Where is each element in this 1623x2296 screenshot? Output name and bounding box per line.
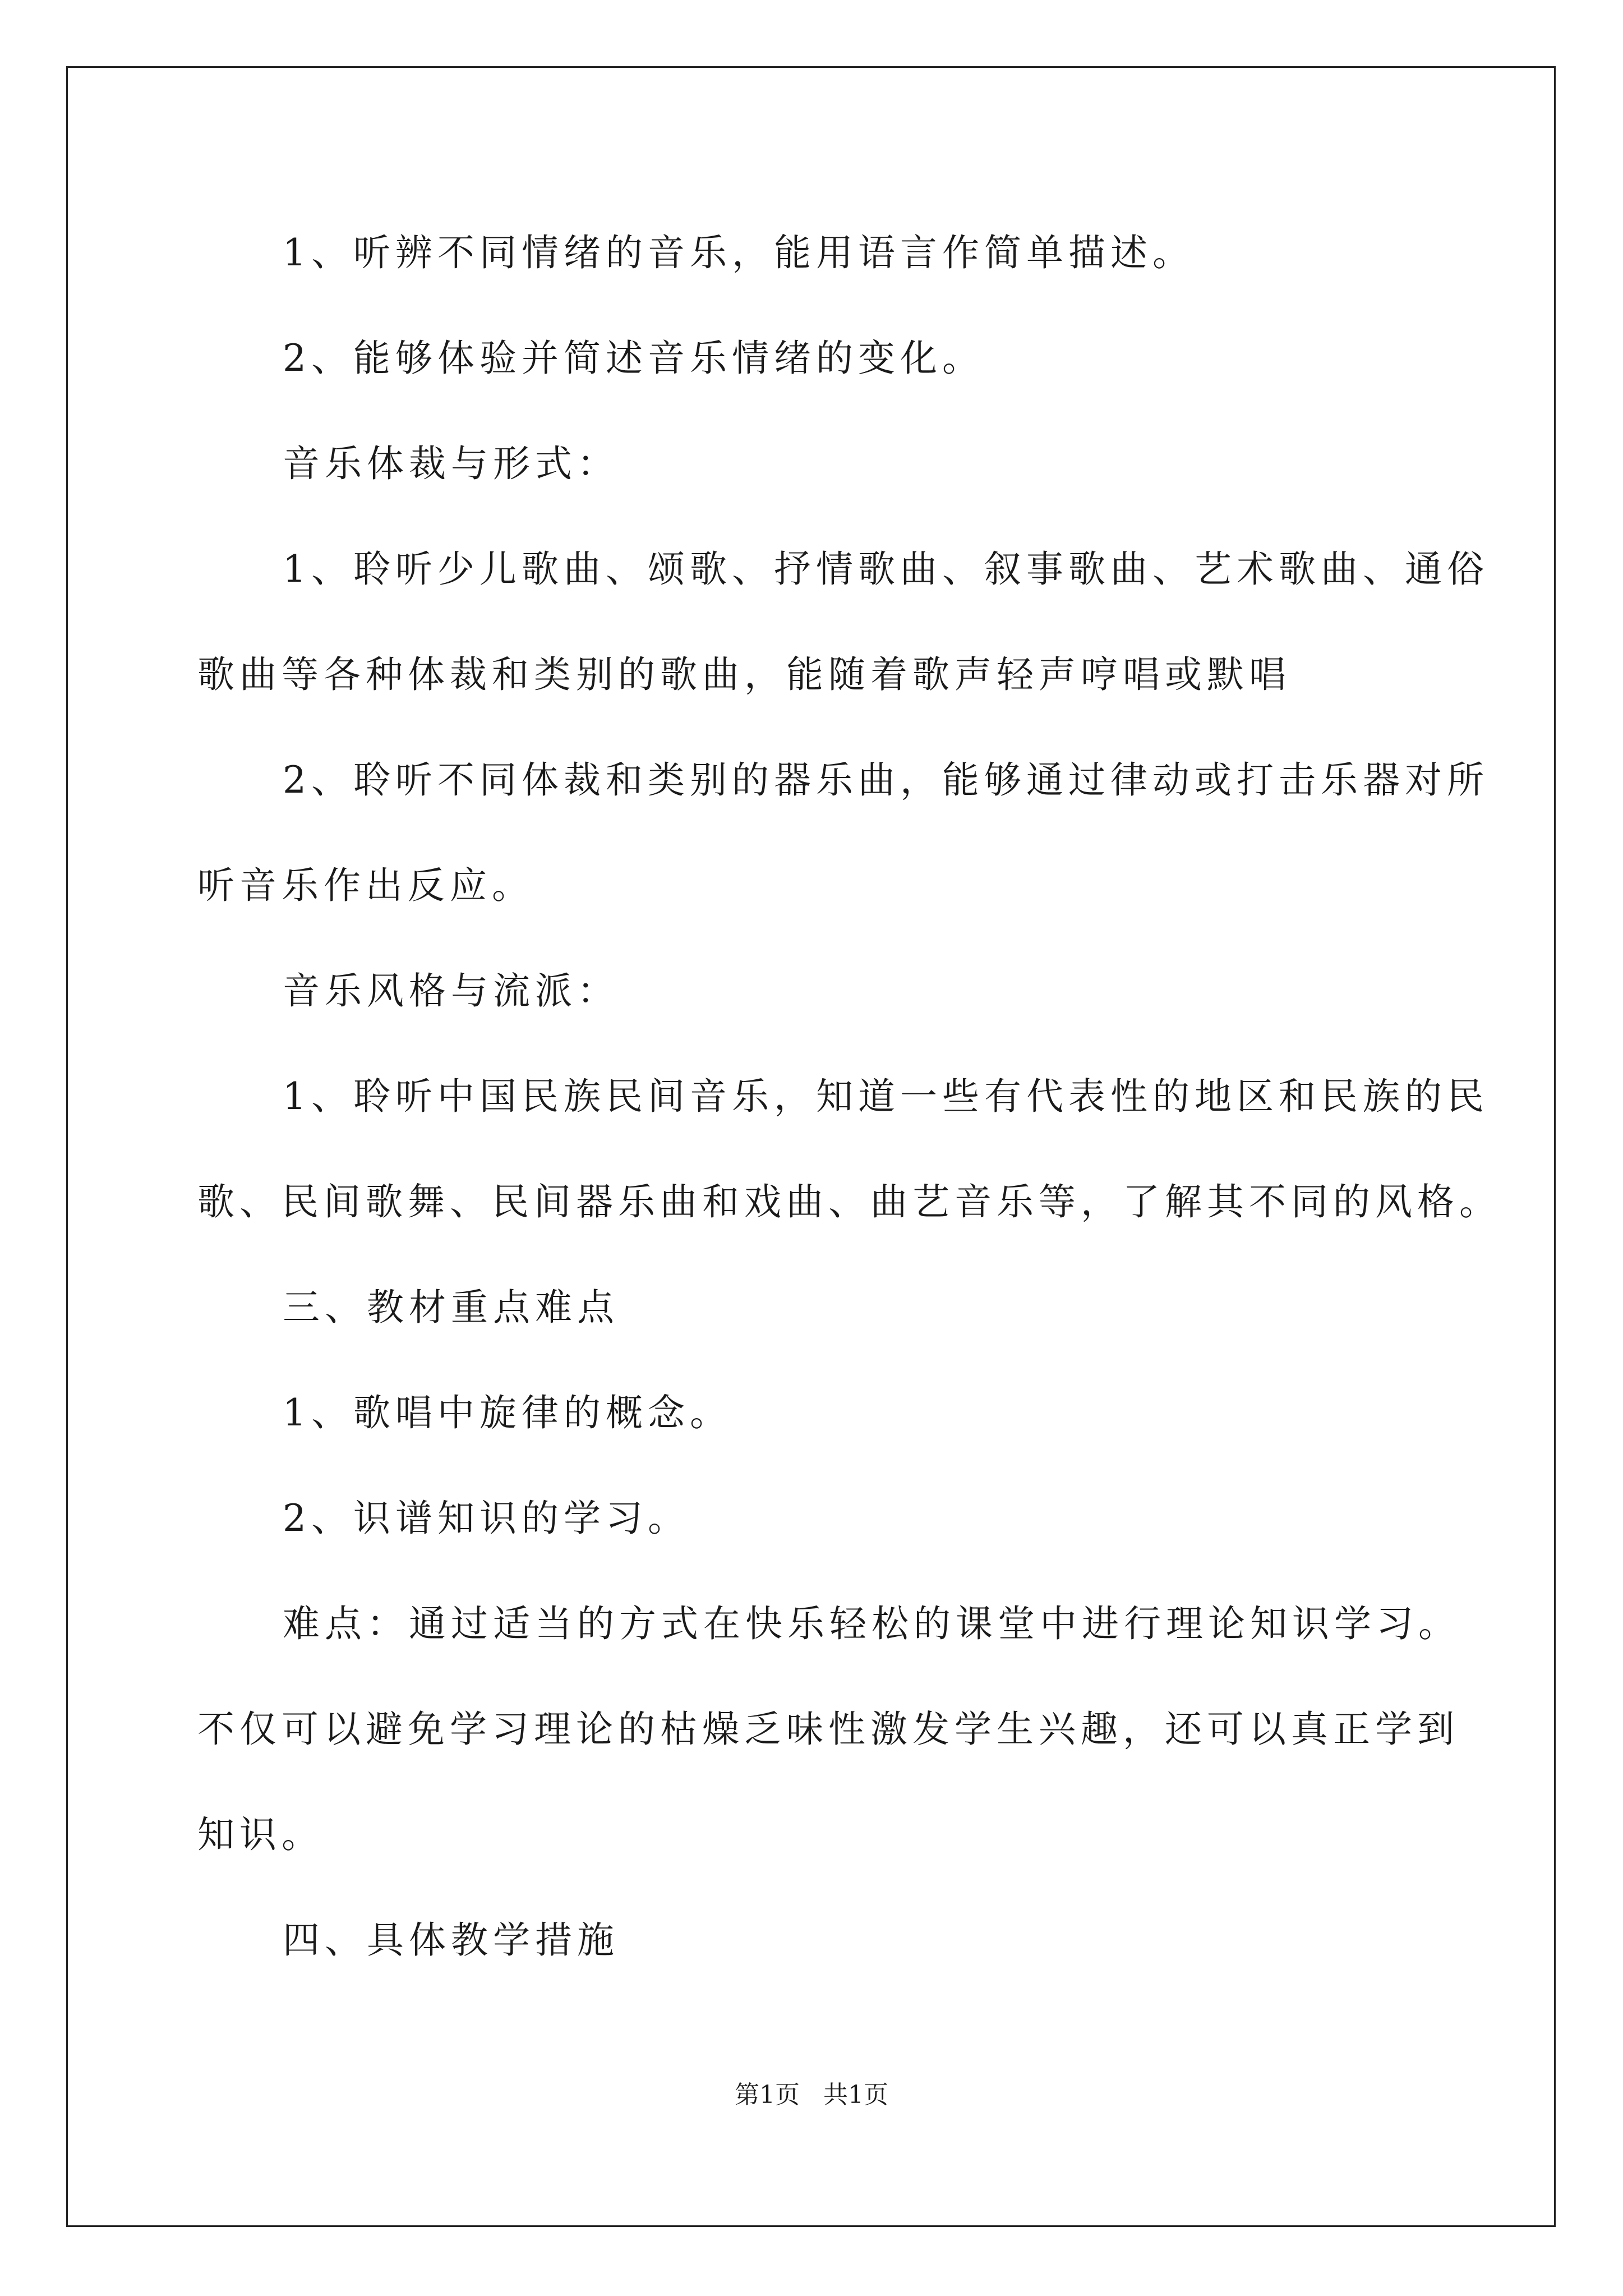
paragraph: 2、识谱知识的学习。 (283, 1497, 690, 1540)
paragraph-line: 歌、民间歌舞、民间器乐曲和戏曲、曲艺音乐等，了解其不同的风格。 (197, 1180, 1501, 1223)
paragraph: 1、听辨不同情绪的音乐，能用语言作简单描述。 (283, 231, 1195, 274)
section-heading: 音乐体裁与形式： (283, 442, 619, 485)
paragraph: 1、歌唱中旋律的概念。 (283, 1391, 732, 1434)
section-heading: 音乐风格与流派： (283, 969, 619, 1013)
paragraph-line: 难点：通过适当的方式在快乐轻松的课堂中进行理论知识学习。 (283, 1602, 1460, 1645)
page-number-footer: 第1页 共1页 (735, 2081, 888, 2109)
paragraph: 2、能够体验并简述音乐情绪的变化。 (283, 337, 984, 380)
section-heading: 三、教材重点难点 (283, 1286, 619, 1329)
paragraph-line: 2、聆听不同体裁和类别的器乐曲，能够通过律动或打击乐器对所 (283, 758, 1489, 802)
paragraph-line: 知识。 (197, 1813, 324, 1856)
paragraph-line: 听音乐作出反应。 (197, 864, 534, 907)
paragraph-line: 1、聆听中国民族民间音乐，知道一些有代表性的地区和民族的民 (283, 1075, 1489, 1118)
paragraph-line: 不仅可以避免学习理论的枯燥乏味性激发学生兴趣，还可以真正学到 (197, 1708, 1459, 1751)
paragraph-line: 1、聆听少儿歌曲、颂歌、抒情歌曲、叙事歌曲、艺术歌曲、通俗 (283, 547, 1489, 591)
section-heading: 四、具体教学措施 (283, 1918, 619, 1962)
paragraph-line: 歌曲等各种体裁和类别的歌曲，能随着歌声轻声哼唱或默唱 (197, 653, 1291, 696)
